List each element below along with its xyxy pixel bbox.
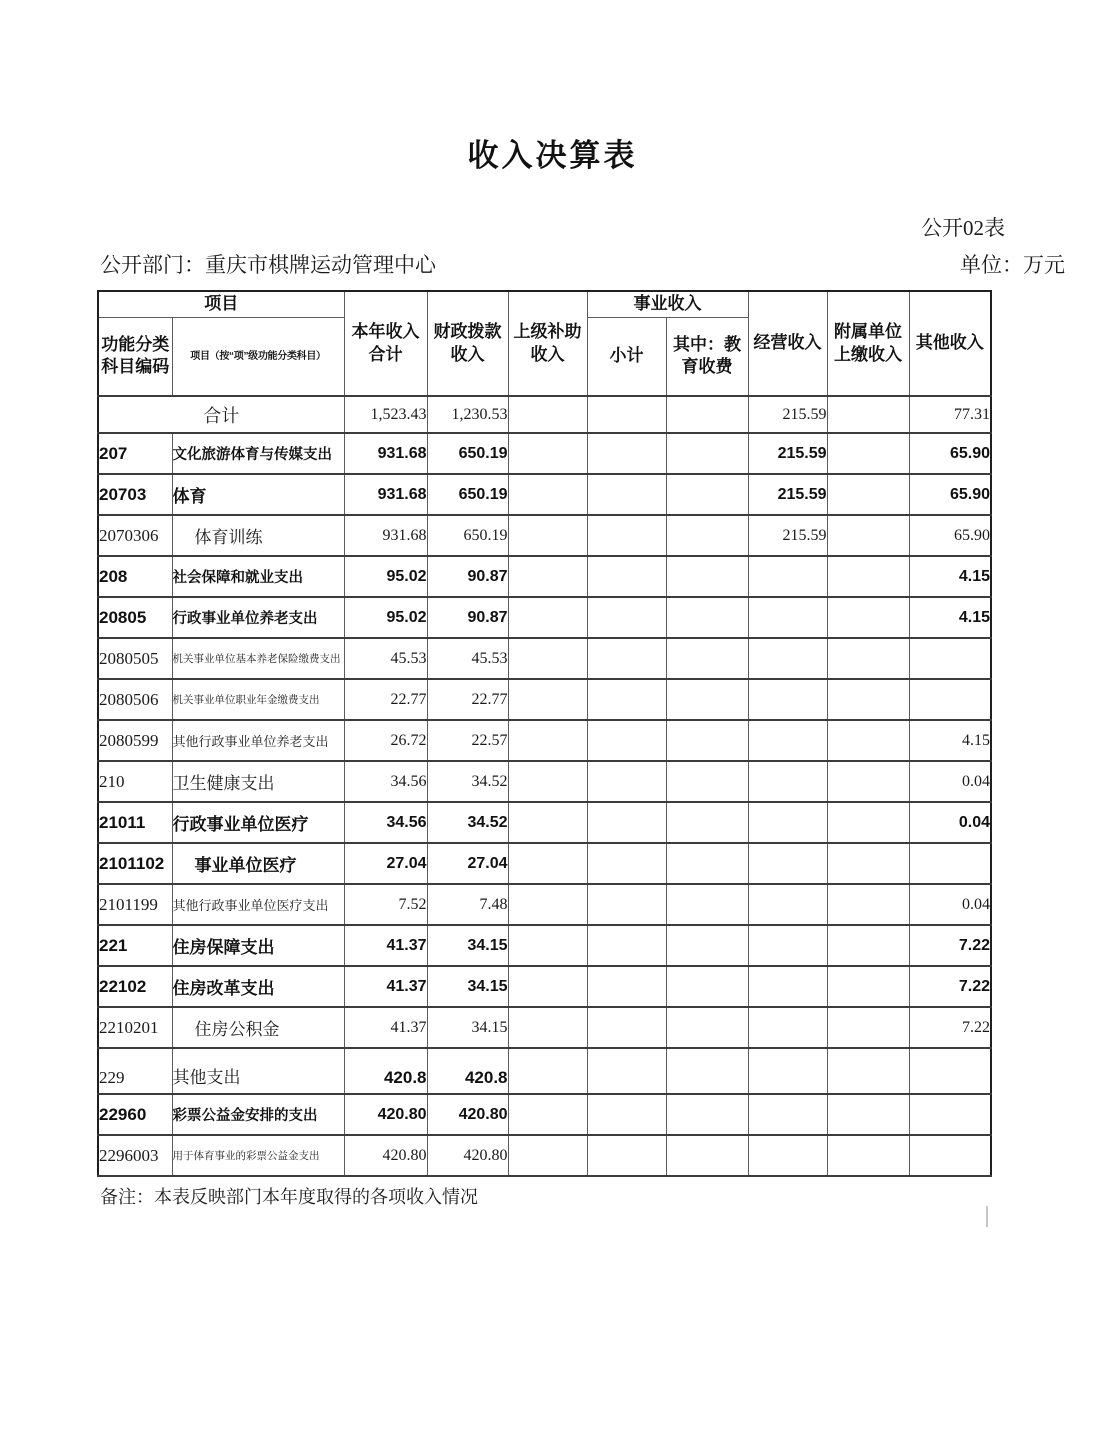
- value-cell: 65.90: [909, 433, 991, 474]
- value-cell: [587, 720, 666, 761]
- value-cell: [587, 1007, 666, 1048]
- name-cell: 机关事业单位职业年金缴费支出: [172, 679, 344, 720]
- value-cell: [666, 396, 748, 433]
- table-code-label: 公开02表: [921, 216, 1005, 240]
- value-cell: 215.59: [748, 474, 827, 515]
- value-cell: [827, 679, 909, 720]
- value-cell: 931.68: [344, 474, 427, 515]
- value-cell: 1,230.53: [427, 396, 508, 433]
- header-affiliated-remit: 附属单位上缴收入: [827, 291, 909, 396]
- value-cell: [508, 597, 587, 638]
- name-cell: 其他行政事业单位医疗支出: [172, 884, 344, 925]
- table-row: [98, 433, 991, 474]
- code-cell: 20703: [98, 474, 172, 515]
- value-cell: [666, 1048, 748, 1094]
- value-cell: [508, 761, 587, 802]
- value-cell: 215.59: [748, 433, 827, 474]
- code-cell: 2070306: [98, 515, 172, 556]
- value-cell: [748, 1135, 827, 1176]
- table-row: [98, 556, 991, 597]
- value-cell: [827, 802, 909, 843]
- value-cell: 420.8: [427, 1048, 508, 1094]
- table-row: [98, 1007, 991, 1048]
- value-cell: [748, 884, 827, 925]
- value-cell: 26.72: [344, 720, 427, 761]
- value-cell: [666, 597, 748, 638]
- value-cell: [508, 433, 587, 474]
- value-cell: [827, 556, 909, 597]
- value-cell: [587, 638, 666, 679]
- value-cell: [827, 1094, 909, 1135]
- value-cell: 90.87: [427, 556, 508, 597]
- name-cell: 其他行政事业单位养老支出: [172, 720, 344, 761]
- value-cell: [666, 638, 748, 679]
- value-cell: 41.37: [344, 966, 427, 1007]
- name-cell: 体育训练: [172, 515, 344, 556]
- value-cell: [909, 638, 991, 679]
- name-cell: 卫生健康支出: [172, 761, 344, 802]
- value-cell: [508, 396, 587, 433]
- code-cell: 2080506: [98, 679, 172, 720]
- code-cell: 2080599: [98, 720, 172, 761]
- table-row: [98, 884, 991, 925]
- table-row: [98, 1135, 991, 1176]
- value-cell: 0.04: [909, 884, 991, 925]
- value-cell: [587, 843, 666, 884]
- value-cell: [748, 1007, 827, 1048]
- value-cell: [508, 515, 587, 556]
- table-header: [98, 291, 991, 396]
- table-row: [98, 925, 991, 966]
- value-cell: 215.59: [748, 515, 827, 556]
- name-cell: 行政事业单位医疗: [172, 802, 344, 843]
- value-cell: [508, 966, 587, 1007]
- name-cell: 行政事业单位养老支出: [172, 597, 344, 638]
- value-cell: [587, 679, 666, 720]
- header-project-item: 项目（按“项”级功能分类科目）: [172, 317, 344, 396]
- value-cell: [587, 802, 666, 843]
- value-cell: [827, 720, 909, 761]
- table-row: [98, 638, 991, 679]
- value-cell: 7.22: [909, 1007, 991, 1048]
- value-cell: [909, 1135, 991, 1176]
- value-cell: 4.15: [909, 720, 991, 761]
- value-cell: [587, 925, 666, 966]
- value-cell: [666, 1007, 748, 1048]
- revenue-table: [97, 290, 992, 1177]
- value-cell: 34.15: [427, 1007, 508, 1048]
- value-cell: 34.15: [427, 966, 508, 1007]
- value-cell: [748, 1048, 827, 1094]
- table-row: [98, 396, 991, 433]
- table-body: [98, 396, 991, 1176]
- code-cell: 2101199: [98, 884, 172, 925]
- header-project: 项目: [98, 291, 344, 317]
- page-title: 收入决算表: [467, 138, 638, 173]
- value-cell: [508, 474, 587, 515]
- value-cell: 931.68: [344, 433, 427, 474]
- header-superior-subsidy: 上级补助收入: [508, 291, 587, 396]
- value-cell: [587, 433, 666, 474]
- header-education-fees: 其中：教育收费: [666, 317, 748, 396]
- value-cell: 22.57: [427, 720, 508, 761]
- value-cell: [587, 884, 666, 925]
- value-cell: 27.04: [344, 843, 427, 884]
- value-cell: 650.19: [427, 433, 508, 474]
- table-row: [98, 802, 991, 843]
- table-row: [98, 843, 991, 884]
- value-cell: 34.52: [427, 761, 508, 802]
- value-cell: [827, 925, 909, 966]
- code-cell: 22102: [98, 966, 172, 1007]
- value-cell: [748, 720, 827, 761]
- value-cell: [508, 884, 587, 925]
- code-cell: 21011: [98, 802, 172, 843]
- value-cell: 22.77: [344, 679, 427, 720]
- code-cell: 210: [98, 761, 172, 802]
- value-cell: 7.22: [909, 966, 991, 1007]
- value-cell: [748, 761, 827, 802]
- table-row: [98, 1048, 991, 1094]
- value-cell: [748, 925, 827, 966]
- value-cell: [587, 597, 666, 638]
- value-cell: [666, 679, 748, 720]
- name-cell: 体育: [172, 474, 344, 515]
- value-cell: [827, 1048, 909, 1094]
- value-cell: 65.90: [909, 515, 991, 556]
- code-cell: 2296003: [98, 1135, 172, 1176]
- unit-label: 单位：万元: [960, 253, 1065, 277]
- value-cell: 95.02: [344, 556, 427, 597]
- value-cell: [909, 843, 991, 884]
- value-cell: [666, 515, 748, 556]
- table-row: [98, 1094, 991, 1135]
- value-cell: 420.80: [427, 1135, 508, 1176]
- value-cell: [827, 396, 909, 433]
- value-cell: [827, 884, 909, 925]
- table-row: [98, 966, 991, 1007]
- value-cell: [666, 966, 748, 1007]
- value-cell: [666, 720, 748, 761]
- value-cell: [508, 1048, 587, 1094]
- department-label: 公开部门：重庆市棋牌运动管理中心: [100, 253, 436, 277]
- value-cell: 7.48: [427, 884, 508, 925]
- value-cell: 420.80: [427, 1094, 508, 1135]
- value-cell: [587, 1094, 666, 1135]
- name-cell: 社会保障和就业支出: [172, 556, 344, 597]
- value-cell: [748, 556, 827, 597]
- table-row: [98, 515, 991, 556]
- value-cell: [666, 1094, 748, 1135]
- value-cell: [748, 843, 827, 884]
- value-cell: [748, 638, 827, 679]
- row-label-cell: 合计: [98, 396, 344, 433]
- value-cell: [748, 802, 827, 843]
- header-fiscal-allocation: 财政拨款收入: [427, 291, 508, 396]
- name-cell: 用于体育事业的彩票公益金支出: [172, 1135, 344, 1176]
- value-cell: 420.80: [344, 1094, 427, 1135]
- header-subtotal: 小计: [587, 317, 666, 396]
- value-cell: 931.68: [344, 515, 427, 556]
- value-cell: 27.04: [427, 843, 508, 884]
- value-cell: [666, 556, 748, 597]
- value-cell: [748, 679, 827, 720]
- value-cell: 41.37: [344, 925, 427, 966]
- code-cell: 2101102: [98, 843, 172, 884]
- code-cell: 2210201: [98, 1007, 172, 1048]
- value-cell: 420.80: [344, 1135, 427, 1176]
- value-cell: 4.15: [909, 597, 991, 638]
- value-cell: [827, 843, 909, 884]
- name-cell: 其他支出: [172, 1048, 344, 1094]
- value-cell: [827, 761, 909, 802]
- value-cell: [508, 925, 587, 966]
- value-cell: 41.37: [344, 1007, 427, 1048]
- value-cell: [587, 474, 666, 515]
- stray-mark: [986, 1206, 988, 1227]
- value-cell: [909, 1048, 991, 1094]
- name-cell: 事业单位医疗: [172, 843, 344, 884]
- value-cell: 4.15: [909, 556, 991, 597]
- value-cell: [508, 802, 587, 843]
- name-cell: 机关事业单位基本养老保险缴费支出: [172, 638, 344, 679]
- value-cell: [587, 556, 666, 597]
- value-cell: [666, 433, 748, 474]
- name-cell: 住房保障支出: [172, 925, 344, 966]
- value-cell: [587, 1135, 666, 1176]
- value-cell: 0.04: [909, 761, 991, 802]
- table-row: [98, 474, 991, 515]
- header-row-1: [98, 291, 991, 317]
- value-cell: [827, 597, 909, 638]
- value-cell: 77.31: [909, 396, 991, 433]
- value-cell: 7.22: [909, 925, 991, 966]
- value-cell: [508, 556, 587, 597]
- code-cell: 208: [98, 556, 172, 597]
- header-operating-income: 经营收入: [748, 291, 827, 396]
- value-cell: [909, 1094, 991, 1135]
- value-cell: 650.19: [427, 515, 508, 556]
- value-cell: 95.02: [344, 597, 427, 638]
- value-cell: [827, 1007, 909, 1048]
- code-cell: 20805: [98, 597, 172, 638]
- value-cell: [666, 474, 748, 515]
- value-cell: 65.90: [909, 474, 991, 515]
- value-cell: [666, 884, 748, 925]
- value-cell: [587, 761, 666, 802]
- value-cell: [827, 515, 909, 556]
- value-cell: [666, 1135, 748, 1176]
- value-cell: [508, 1094, 587, 1135]
- table-row: [98, 761, 991, 802]
- value-cell: 34.52: [427, 802, 508, 843]
- value-cell: 90.87: [427, 597, 508, 638]
- value-cell: [508, 679, 587, 720]
- value-cell: [508, 720, 587, 761]
- value-cell: [666, 761, 748, 802]
- value-cell: [909, 679, 991, 720]
- header-other-income: 其他收入: [909, 291, 991, 396]
- footnote: 备注：本表反映部门本年度取得的各项收入情况: [100, 1187, 478, 1207]
- value-cell: 34.56: [344, 802, 427, 843]
- value-cell: 34.15: [427, 925, 508, 966]
- value-cell: [587, 1048, 666, 1094]
- value-cell: 45.53: [427, 638, 508, 679]
- name-cell: 文化旅游体育与传媒支出: [172, 433, 344, 474]
- value-cell: 7.52: [344, 884, 427, 925]
- value-cell: [508, 1135, 587, 1176]
- value-cell: [666, 925, 748, 966]
- value-cell: [666, 843, 748, 884]
- table-row: [98, 597, 991, 638]
- meta-row: [100, 249, 1065, 279]
- table-row: [98, 679, 991, 720]
- header-annual-total: 本年收入合计: [344, 291, 427, 396]
- value-cell: 34.56: [344, 761, 427, 802]
- value-cell: [587, 396, 666, 433]
- value-cell: [508, 1007, 587, 1048]
- value-cell: [508, 843, 587, 884]
- value-cell: [748, 1094, 827, 1135]
- value-cell: 650.19: [427, 474, 508, 515]
- value-cell: 215.59: [748, 396, 827, 433]
- value-cell: [587, 966, 666, 1007]
- code-cell: 207: [98, 433, 172, 474]
- value-cell: [587, 515, 666, 556]
- code-cell: 22960: [98, 1094, 172, 1135]
- value-cell: [827, 638, 909, 679]
- value-cell: [748, 597, 827, 638]
- value-cell: [827, 1135, 909, 1176]
- code-cell: 221: [98, 925, 172, 966]
- name-cell: 彩票公益金安排的支出: [172, 1094, 344, 1135]
- value-cell: [827, 474, 909, 515]
- value-cell: 45.53: [344, 638, 427, 679]
- code-cell: 229: [98, 1048, 172, 1094]
- value-cell: 0.04: [909, 802, 991, 843]
- value-cell: [508, 638, 587, 679]
- name-cell: 住房公积金: [172, 1007, 344, 1048]
- header-function-code: 功能分类科目编码: [98, 317, 172, 396]
- name-cell: 住房改革支出: [172, 966, 344, 1007]
- value-cell: [666, 802, 748, 843]
- value-cell: 1,523.43: [344, 396, 427, 433]
- code-cell: 2080505: [98, 638, 172, 679]
- table-row: [98, 720, 991, 761]
- value-cell: [748, 966, 827, 1007]
- value-cell: 420.8: [344, 1048, 427, 1094]
- value-cell: 22.77: [427, 679, 508, 720]
- value-cell: [827, 433, 909, 474]
- value-cell: [827, 966, 909, 1007]
- header-business-income: 事业收入: [587, 291, 748, 317]
